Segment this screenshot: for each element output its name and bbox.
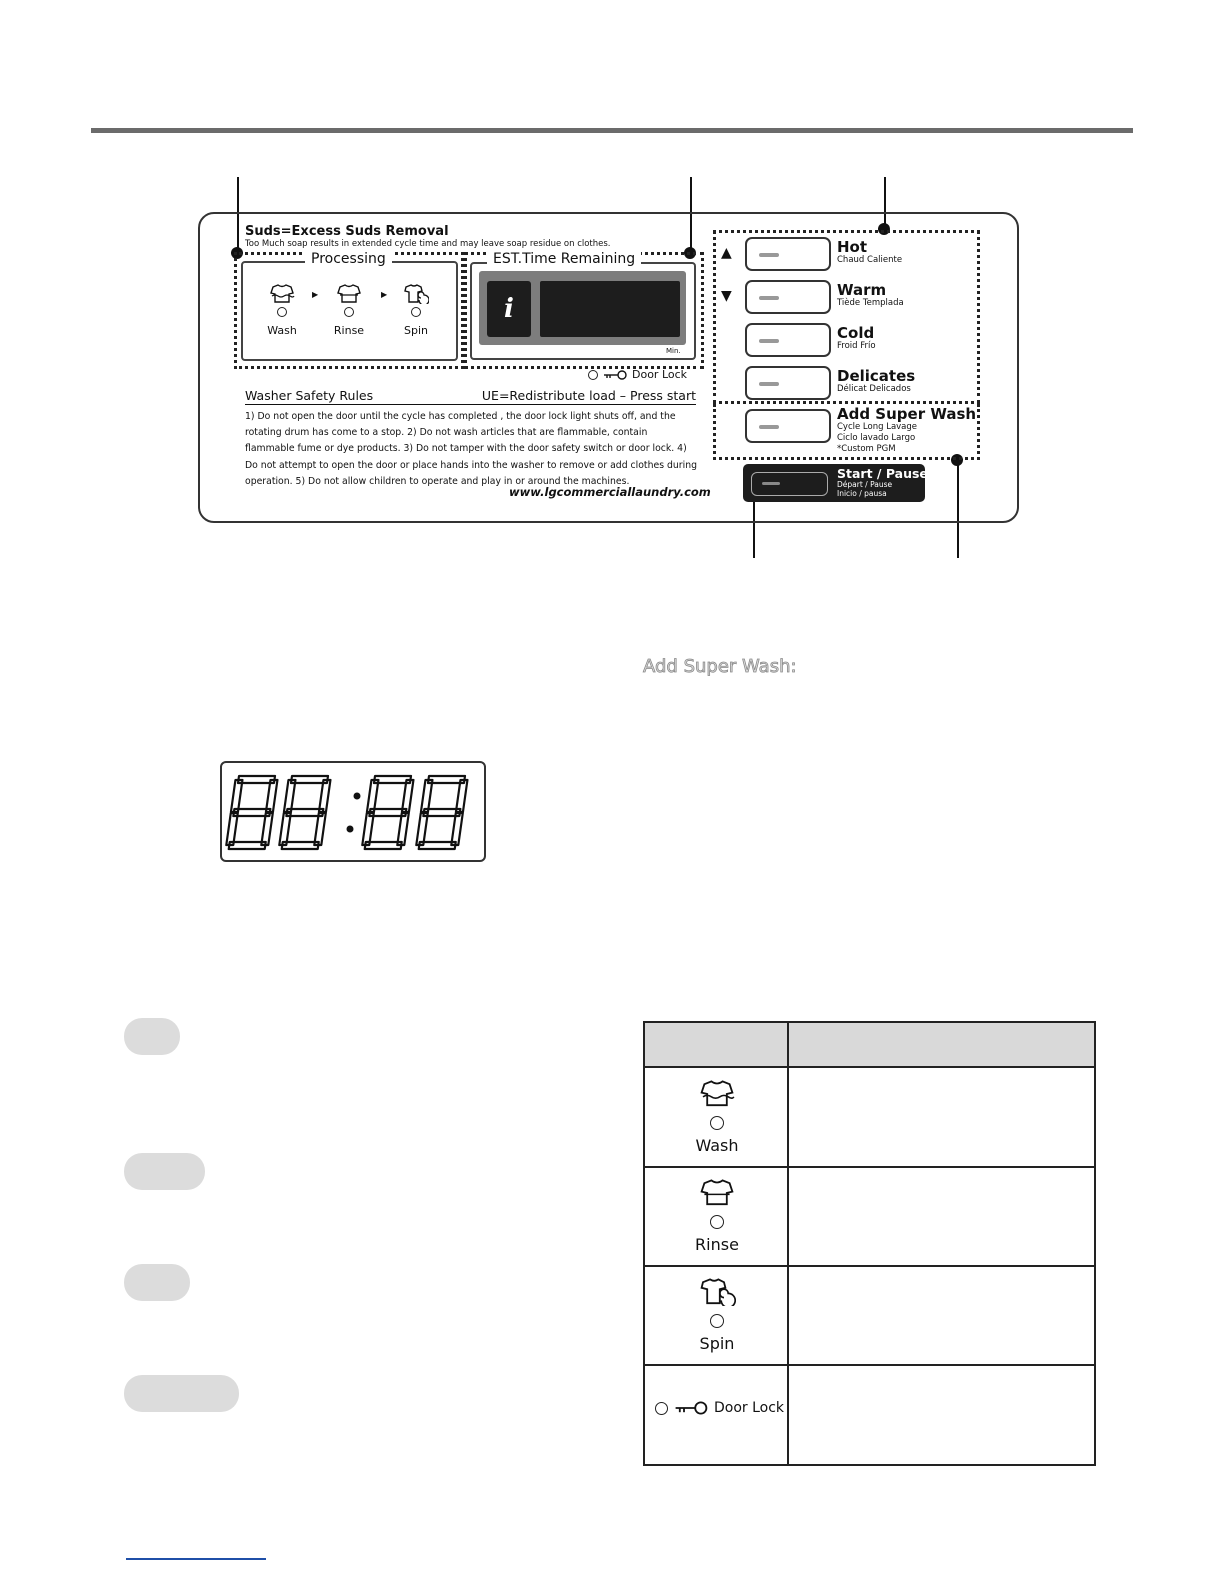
door-lock-indicator [588,368,687,381]
table-row-door-lock [655,1400,784,1416]
website-url: www.lgcommerciallaundry.com [509,485,711,499]
cold-button[interactable] [745,323,831,357]
processing-title: Processing [305,251,392,267]
down-arrow-icon[interactable]: ▼ [721,288,732,304]
spin-icon [403,284,429,304]
wash-icon [698,1080,736,1108]
start-pause-sub1: Départ / Pause [837,480,893,489]
up-arrow-icon[interactable]: ▲ [721,245,732,261]
hot-button[interactable] [745,237,831,271]
stage-rinse [319,284,379,337]
tag-pill-4 [124,1375,239,1412]
start-pause-label [837,467,928,498]
warm-sub: Tiède Templada [837,298,904,308]
table-row-wash [645,1080,789,1155]
safety-rules-header [245,388,696,405]
table-wash-label: Wash [695,1136,739,1155]
tag-pill-1 [124,1018,180,1055]
stage-rinse-label: Rinse [333,324,365,337]
tag-pill-2 [124,1153,205,1190]
rinse-icon [698,1179,736,1207]
spin-icon [698,1278,736,1306]
wash-lamp [277,307,287,317]
table-row-divider [643,1166,1096,1168]
minutes-unit: Min. [666,347,681,355]
door-lock-label: Door Lock [632,368,688,381]
table-rinse-label: Rinse [695,1235,739,1254]
ue-note: UE=Redistribute load – Press start [481,388,696,403]
warm-label [837,282,904,309]
delicates-button[interactable] [745,366,831,400]
spin-lamp [710,1314,724,1328]
door-lock-lamp [588,370,598,380]
warm-name: Warm [837,281,887,299]
start-pause-sub2: Inicio / pausa [837,489,887,498]
safety-rules-title: Washer Safety Rules [245,388,374,403]
stage-arrow-icon: ▶ [381,290,388,299]
rinse-lamp [710,1215,724,1229]
table-row-divider [643,1364,1096,1366]
add-super-wash-sub1: Cycle Long Lavage [837,422,918,432]
suds-note: Too Much soap results in extended cycle time and may leave soap residue on clothes. [245,239,611,249]
table-row-spin [645,1278,789,1353]
delicates-name: Delicates [837,367,916,385]
add-super-wash-sub3: *Custom PGM [837,444,896,454]
cold-name: Cold [837,324,875,342]
spin-lamp [411,307,421,317]
hot-name: Hot [837,238,868,256]
add-super-wash-name: Add Super Wash [837,405,977,423]
table-row-rinse [645,1179,789,1254]
start-pause-name: Start / Pause [837,466,928,481]
cold-label [837,325,876,352]
door-lock-lamp [655,1402,668,1415]
hot-label [837,239,902,266]
stage-wash [252,284,312,337]
time-readout [540,281,680,337]
wash-lamp [710,1116,724,1130]
delicates-label [837,368,915,395]
info-button[interactable]: i [487,281,531,337]
cold-sub: Froid Frío [837,341,876,351]
hot-sub: Chaud Caliente [837,255,903,265]
top-rule [91,128,1133,133]
footer-link-underline [126,1558,266,1560]
key-icon [674,1401,708,1415]
add-super-wash-sub2: Ciclo lavado Largo [837,433,916,443]
table-spin-label: Spin [699,1334,735,1353]
add-super-wash-button[interactable] [745,409,831,443]
segment-display [220,761,486,862]
add-super-wash-heading: Add Super Wash: [643,656,797,677]
segment-digits [222,763,484,860]
table-row-divider [643,1265,1096,1267]
key-icon [603,370,627,380]
safety-rules-text: 1) Do not open the door until the cycle has completed , the door lock light shuts off, and the rotating drum has come to a stop. 2) Do not wash articles that are flammable, contain flammable fume or dye products. 3) Do not tamper with the door safety switch or door lock. 4) Do not attempt to open the door or place hands into the washer to remove or add clothes during operation. 5) Do not allow children to operate and play in or around the machines. [245,411,697,487]
stage-spin-label: Spin [404,324,428,337]
tag-pill-3 [124,1264,190,1301]
start-pause-button[interactable] [751,472,828,496]
stage-arrow-icon: ▶ [312,290,319,299]
table-door-lock-label: Door Lock [714,1400,785,1416]
rinse-icon [336,284,362,304]
suds-title: Suds=Excess Suds Removal [245,224,449,239]
stage-wash-label: Wash [267,324,297,337]
time-title: EST.Time Remaining [487,251,641,267]
warm-button[interactable] [745,280,831,314]
delicates-sub: Délicat Delicados [837,384,911,394]
wash-icon [269,284,295,304]
stage-spin [386,284,446,337]
rinse-lamp [344,307,354,317]
add-super-wash-label [837,406,976,455]
